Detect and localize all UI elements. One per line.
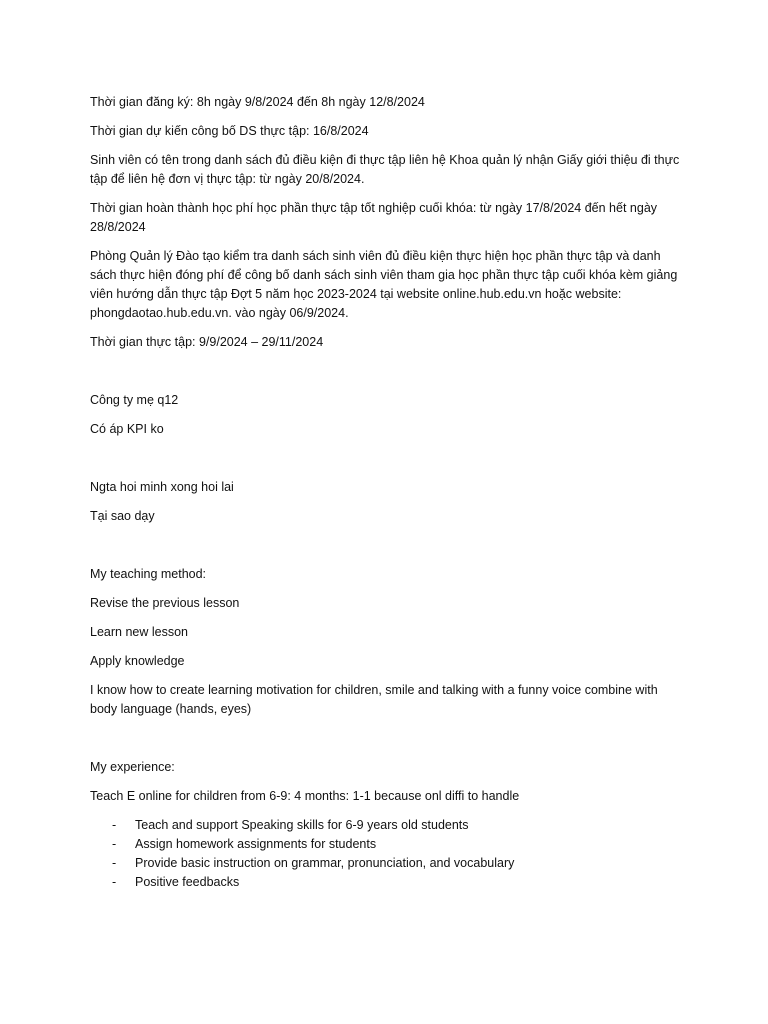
list-item-text: Positive feedbacks bbox=[135, 875, 240, 889]
experience-heading: My experience: bbox=[90, 760, 175, 774]
list-item bbox=[90, 854, 680, 873]
teaching-method-heading: My teaching method: bbox=[90, 567, 207, 581]
list-item-text: Teach and support Speaking skills for 6-9 years old students bbox=[135, 818, 469, 832]
announcement-date: Thời gian dự kiến công bố DS thực tập: 16/8/2024 bbox=[90, 124, 369, 138]
interview-note: Ngta hoi minh xong hoi lai bbox=[90, 480, 234, 494]
dash-bullet-icon: - bbox=[112, 856, 117, 870]
motivation-paragraph: I know how to create learning motivation for children, smile and talking with a funny voice combine with body language (hands, eyes) bbox=[90, 683, 658, 716]
list-item bbox=[90, 873, 680, 892]
introduction-letter-note: Sinh viên có tên trong danh sách đủ điều kiện đi thực tập liên hệ Khoa quản lý nhận Giấy giới thiệu đi thực tập để liên hệ đơn vị thực tập: từ ngày 20/8/2024. bbox=[90, 153, 680, 186]
list-item bbox=[90, 835, 680, 854]
teaching-step: Apply knowledge bbox=[90, 654, 185, 668]
tuition-deadline: Thời gian hoàn thành học phí học phần thực tập tốt nghiệp cuối khóa: từ ngày 17/8/2024 đến hết ngày 28/8/2024 bbox=[90, 201, 658, 234]
dash-bullet-icon: - bbox=[112, 818, 117, 832]
experience-summary: Teach E online for children from 6-9: 4 months: 1-1 because onl diffi to handle bbox=[90, 789, 520, 803]
blank-line bbox=[90, 729, 680, 758]
training-office-note: Phòng Quản lý Đào tạo kiểm tra danh sách sinh viên đủ điều kiện thực hiện học phần thực tập và danh sách thực hiện đóng phí để công bố danh sách sinh viên tham gia học phần thực tập cuối khóa kèm giảng viên hướng dẫn thực tập Đợt 5 năm học 2023-2024 tại website online.hub.edu.vn hoặc website: phongdaotao.hub.edu.vn. vào ngày 06/9/2024. bbox=[90, 249, 678, 320]
blank-line bbox=[90, 449, 680, 478]
registration-time: Thời gian đăng ký: 8h ngày 9/8/2024 đến 8h ngày 12/8/2024 bbox=[90, 95, 425, 109]
teaching-step: Learn new lesson bbox=[90, 625, 188, 639]
blank-line bbox=[90, 536, 680, 565]
list-item-text: Provide basic instruction on grammar, pronunciation, and vocabulary bbox=[135, 856, 515, 870]
blank-line bbox=[90, 362, 680, 391]
list-item bbox=[90, 816, 680, 835]
kpi-note: Có áp KPI ko bbox=[90, 422, 164, 436]
experience-list bbox=[90, 816, 680, 892]
dash-bullet-icon: - bbox=[112, 837, 117, 851]
company-note: Công ty mẹ q12 bbox=[90, 393, 179, 407]
internship-period: Thời gian thực tập: 9/9/2024 – 29/11/2024 bbox=[90, 335, 324, 349]
list-item-text: Assign homework assignments for students bbox=[135, 837, 377, 851]
document-page bbox=[90, 93, 680, 892]
teaching-step: Revise the previous lesson bbox=[90, 596, 240, 610]
dash-bullet-icon: - bbox=[112, 875, 117, 889]
why-teach-note: Tại sao dạy bbox=[90, 509, 155, 523]
